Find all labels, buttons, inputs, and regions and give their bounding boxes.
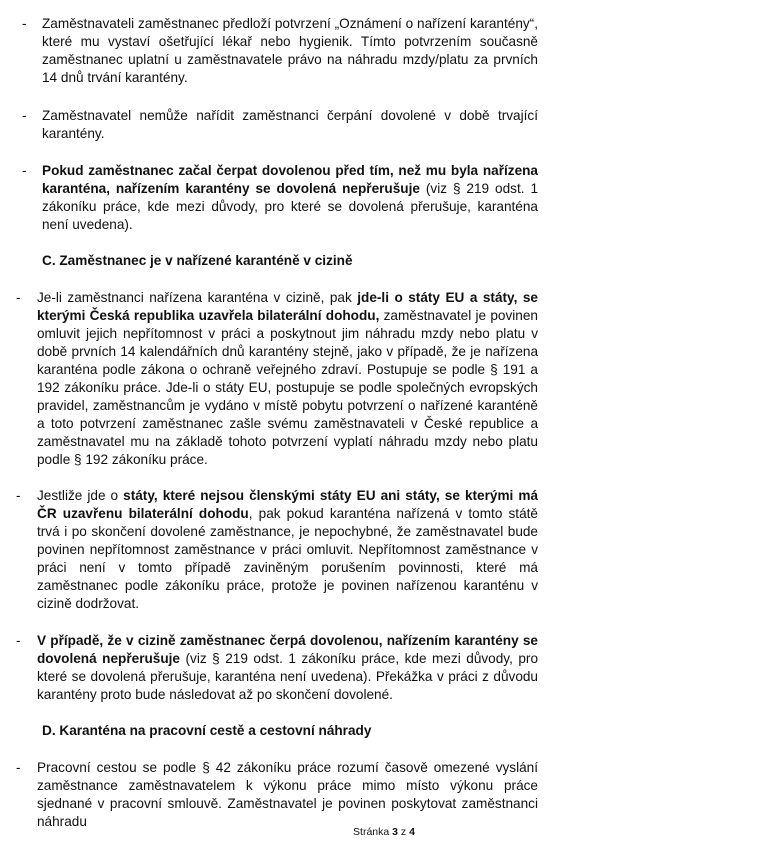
- text-segment: (viz § 219 odst. 1 zákoníku práce, kde mezi důvody, pro které se dovolená přerušuje, karanténa není uvedena). Překážka v práci z důvodu karantény proto bude následovat až po skončení dovolené.: [37, 651, 539, 702]
- text-segment-bold: Pokud zaměstnanec začal čerpat dovolenou před tím, než mu byla nařízena karanténa, nařízením karantény se dovolená nepřerušuje: [42, 163, 538, 196]
- bullet-dash: -: [16, 488, 21, 503]
- bullet-dash: -: [16, 633, 21, 648]
- bullet-text: [42, 162, 538, 234]
- text-segment: Pracovní cestou se podle § 42 zákoníku práce rozumí časově omezené vyslání zaměstnance zaměstnavatelem k výkonu práce mimo místo výkonu práce sjednané v pracovní smlouvě. Zaměstnavatel je povinen poskytovat zaměstnanci náhradu: [37, 760, 538, 829]
- footer-page-word: Stránka: [353, 826, 390, 838]
- page-footer: [0, 825, 768, 839]
- footer-current-page: 3: [392, 826, 398, 838]
- bullet-dash: -: [22, 163, 27, 178]
- footer-total-pages: 4: [409, 826, 415, 838]
- bullet-dash: -: [16, 290, 21, 305]
- text-segment: , pak pokud karanténa nařízená v tomto státě trvá i po skončení dovolené zaměstnance, je nepochybné, že zaměstnavatel bude povinen nepřítomnost zaměstnance v práci omluvit. Nepřítomnost zaměstnance v práci není v tomto případě zaviněným porušením povinnosti, které má zaměstnanec podle zákoníku práce, protože je povinen nařízenou karanténu v cizině dodržovat.: [37, 506, 538, 611]
- footer-of-word: z: [400, 826, 407, 838]
- bullet-text: [37, 632, 538, 704]
- text-segment-bold: jde-li o státy EU a státy, se kterými Česká republika uzavřela bilaterální dohodu,: [37, 290, 538, 323]
- bullet-text: [37, 289, 538, 469]
- section-heading-c: C. Zaměstnanec je v nařízené karanténě v cizině: [42, 253, 353, 268]
- text-segment: Zaměstnavatel nemůže nařídit zaměstnanci čerpání dovolené v době trvající karantény.: [42, 108, 538, 141]
- text-segment-bold: V případě, že v cizině zaměstnanec čerpá dovolenou, nařízením karantény se dovolená nepřerušuje: [37, 633, 538, 666]
- text-segment: zaměstnavatel je povinen omluvit jejich nepřítomnost v práci a poskytnout jim náhradu mzdy nebo platu v době prvních 14 kalendářních dnů karantény stejně, jako v případě, že je nařízena karanténa podle zákona o ochraně veřejného zdraví. Postupuje se podle § 191 a 192 zákoníku práce. Jde-li o státy EU, postupuje se podle společných evropských pravidel, zaměstnancům je vydáno v místě pobytu potvrzení o nařízené karanténě a toto potvrzení zaměstnanec zašle svému zaměstnavateli v České republice a zaměstnavatel mu na základě tohoto potvrzení vyplatí náhradu mzdy nebo platu podle § 192 zákoníku práce.: [37, 308, 538, 467]
- section-heading-d: D. Karanténa na pracovní cestě a cestovní náhrady: [42, 723, 372, 738]
- text-segment: (viz § 219 odst. 1 zákoníku práce, kde mezi důvody, pro které se dovolená přerušuje, karanténa není uvedena).: [42, 181, 538, 232]
- bullet-text: [37, 487, 538, 613]
- bullet-text: [37, 759, 538, 831]
- bullet-dash: -: [16, 760, 21, 775]
- text-segment: Je-li zaměstnanci nařízena karanténa v cizině, pak: [37, 290, 358, 305]
- text-segment: Zaměstnavateli zaměstnanec předloží potvrzení „Oznámení o nařízení karantény“, které mu vystaví ošetřující lékař nebo hygienik. Tímto potvrzením současně zaměstnanec uplatní u zaměstnavatele právo na náhradu mzdy/platu za prvních 14 dnů trvání karantény.: [42, 16, 538, 85]
- bullet-text: [42, 107, 538, 143]
- text-segment: Jestliže jde o: [37, 488, 124, 503]
- text-segment-bold: státy, které nejsou členskými státy EU ani státy, se kterými má ČR uzavřenu bilaterální dohodu: [37, 488, 538, 521]
- bullet-text: [42, 15, 538, 87]
- bullet-dash: -: [22, 108, 27, 123]
- bullet-dash: -: [22, 16, 27, 31]
